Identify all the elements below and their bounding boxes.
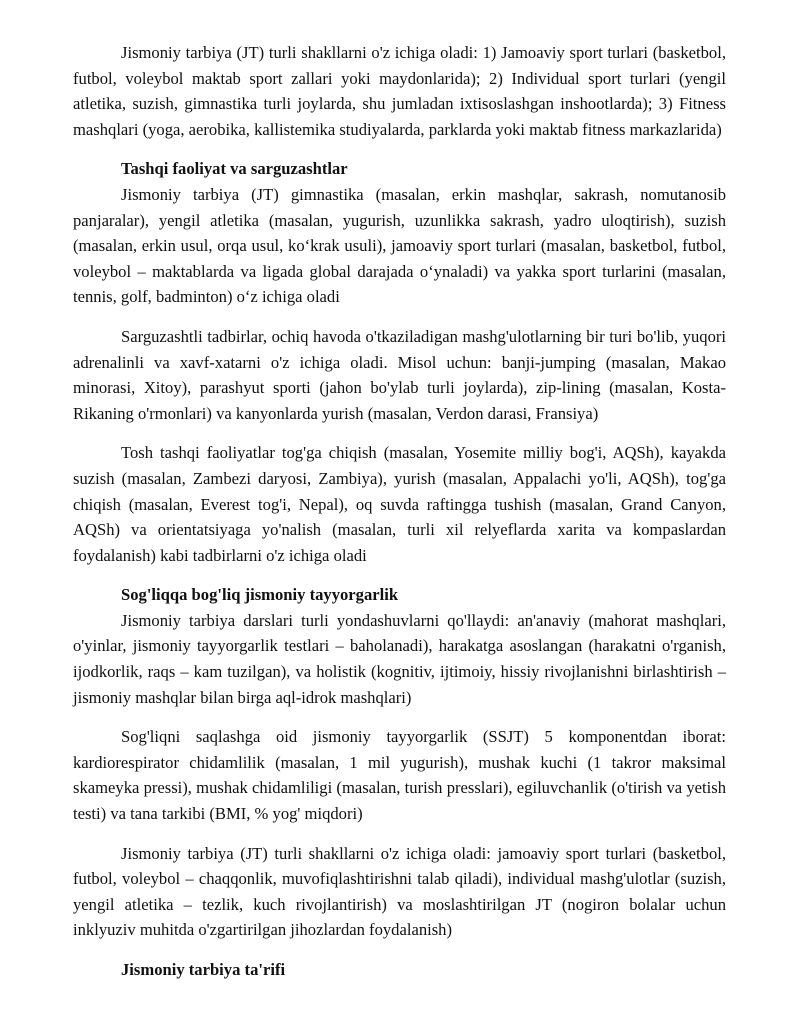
paragraph-fitness-components: Sog'liqni saqlashga oid jismoniy tayyorgarlik (SSJT) 5 komponentdan iborat: kardiorespirator chidamlilik (masalan, 1 mil yugurish), mushak kuchi (1 takror maksimal skameyka pressi), mushak chidamliligi (masalan, turish presslari), egiluvchanlik (o'tirish va yetish testi) va tana tarkibi (BMI, % yog' miqdori) xyxy=(73,727,726,824)
paragraph-pe-sports: Jismoniy tarbiya (JT) gimnastika (masalan, erkin mashqlar, sakrash, nomutanosib panjaralar), yengil atletika (masalan, yugurish, uzunlikka sakrash, yadro uloqtirish), suzish (masalan, erkin usul, orqa usul, ko‘krak usuli), jamoaviy sport turlari (masalan, basketbol, futbol, voleybol – maktablarda va ligada global darajada o‘ynaladi) va yakka sport turlarini (masalan, tennis, golf, badminton) o‘z ichiga oladi xyxy=(73,184,726,307)
heading-health-fitness: Sog'liqqa bog'liq jismoniy tayyorgarlik xyxy=(121,585,399,605)
paragraph-pe-types: Jismoniy tarbiya (JT) turli shakllarni o'z ichiga oladi: jamoaviy sport turlari (basketbol, futbol, voleybol – chaqqonlik, muvofiqlashtirishni talab qiladi), individual mashg'ulotlar (suzish, yengil atletika – tezlik, kuch rivojlantirish) va moslashtirilgan JT (nogiron bolalar uchun inklyuziv muhitda o'zgartirilgan jihozlardan foydalanish) xyxy=(73,843,726,940)
heading-pe-definition: Jismoniy tarbiya ta'rifi xyxy=(121,960,286,979)
paragraph-pe-forms: Jismoniy tarbiya (JT) turli shakllarni o'z ichiga oladi: 1) Jamoaviy sport turlari (basketbol, futbol, voleybol maktab sport zallari yoki maydonlarida); 2) Individual sport turlari (yengil atletika, suzish, gimnastika turli joylarda, shu jumladan ixtisoslashgan inshootlarda); 3) Fitness mashqlari (yoga, aerobika, kallistemika studiyalarda, parklarda yoki maktab fitness markazlarida) xyxy=(73,43,726,139)
heading-outdoor-activities: Tashqi faoliyat va sarguzashtlar xyxy=(121,159,348,179)
paragraph-approaches: Jismoniy tarbiya darslari turli yondashuvlarni qo'llaydi: an'anaviy (mahorat mashqlari, o'yinlar, jismoniy tayyorgarlik testlari – baholanadi), harakatga asoslangan (harakatni o'rganish, ijodkorlik, raqs – kam tuzilgan), va holistik (kognitiv, ijtimoiy, hissiy rivojlanishni birlashtirish – jismoniy mashqlar bilan birga aql-idrok mashqlari) xyxy=(73,610,726,707)
spacer xyxy=(73,943,726,957)
spacer xyxy=(73,568,726,582)
paragraph-adventure: Sarguzashtli tadbirlar, ochiq havoda o'tkaziladigan mashg'ulotlarning bir turi bo'lib, yuqori adrenalinli va xavf-xatarni o'z ichiga oladi. Misol uchun: banji-jumping (masalan, Makao minorasi, Xitoy), parashyut sporti (jahon bo'ylab turli joylarda), zip-lining (masalan, Kosta-Rikaning o'rmonlari) va kanyonlarda yurish (masalan, Verdon darasi, Fransiya) xyxy=(73,326,726,423)
spacer xyxy=(73,142,726,156)
paragraph-outdoor: Tosh tashqi faoliyatlar tog'ga chiqish (masalan, Yosemite milliy bog'i, AQSh), kayakda suzish (masalan, Zambezi daryosi, Zambiya), yurish (masalan, Appalachi yo'li, AQSh), tog'ga chiqish (masalan, Everest tog'i, Nepal), oq suvda raftingga tushish (masalan, Grand Canyon, AQSh) va orientatsiyaga yo'nalish (masalan, turli xil relyeflarda xarita va kompaslardan foydalanish) kabi tadbirlarni o'z ichiga oladi xyxy=(73,443,726,565)
